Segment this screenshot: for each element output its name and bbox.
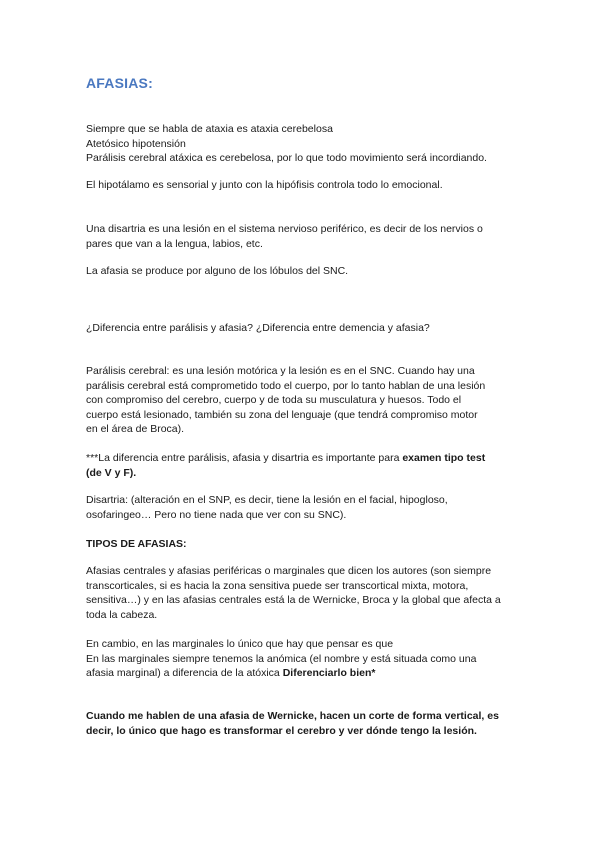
exam-note-paragraph: [86, 451, 526, 480]
text-line: Parálisis cerebral: es una lesión motórica y la lesión es en el SNC. Cuando hay una: [86, 365, 475, 377]
text-line: transcorticales, si es hacia la zona sensitiva puede ser transcortical mixta, motora,: [86, 579, 469, 592]
text-line: [86, 666, 526, 681]
text-line: La afasia se produce por alguno de los lóbulos del SNC.: [86, 265, 349, 277]
text-line: Afasias centrales y afasias periféricas o marginales que dicen los autores (son siempre: [86, 565, 492, 577]
text-line: toda la cabeza.: [86, 608, 158, 621]
exam-note-text: ***La diferencia entre parálisis, afasia y disartria es importante para: [86, 452, 403, 464]
text-line: osofaringeo… Pero no tiene nada que ver con su SNC).: [86, 508, 347, 521]
question-paragraph: [86, 321, 526, 336]
wernicke-paragraph: [86, 709, 526, 738]
text-line: Disartria: (alteración en el SNP, es decir, tiene la lesión en el facial, hipogloso,: [86, 494, 448, 506]
text-line: parálisis cerebral está comprometido todo el cuerpo, por lo tanto hablan de una lesión: [86, 379, 486, 392]
marginales-paragraph: [86, 637, 526, 681]
document-title: AFASIAS:: [86, 75, 153, 91]
text-line: pares que van a la lengua, labios, etc.: [86, 237, 263, 250]
text-line: Siempre que se habla de ataxia es ataxia cerebelosa: [86, 123, 333, 135]
text-line: [86, 451, 526, 466]
afasia-definition-paragraph: [86, 264, 526, 279]
marginales-bold: Diferenciarlo bien*: [282, 667, 376, 679]
text-line: con compromiso del cerebro, cuerpo y de toda su musculatura y huesos. Todo el: [86, 394, 462, 406]
intro-paragraph: [86, 122, 526, 166]
text-line: En cambio, en las marginales lo único que hay que pensar es que: [86, 638, 394, 650]
tipos-heading: TIPOS DE AFASIAS:: [86, 538, 187, 550]
text-line: (de V y F).: [86, 466, 137, 479]
text-line: Cuando me hablen de una afasia de Wernicke, hacen un corte de forma vertical, es: [86, 710, 499, 722]
text-line: Atetósico hipotensión: [86, 137, 186, 150]
hipotalamo-paragraph: [86, 178, 526, 193]
text-line: En las marginales siempre tenemos la anómica (el nombre y está situada como una: [86, 652, 477, 665]
text-line: en el área de Broca).: [86, 423, 185, 435]
disartria-definition-paragraph: [86, 222, 526, 251]
marginales-text: afasia marginal) a diferencia de la atóxica: [86, 667, 283, 679]
tipos-paragraph: [86, 564, 526, 622]
text-line: decir, lo único que hago es transformar el cerebro y ver dónde tengo la lesión.: [86, 724, 477, 737]
disartria-paragraph: [86, 493, 526, 522]
text-line: cuerpo está lesionado, también su zona del lenguaje (que tendrá compromiso motor: [86, 408, 478, 421]
text-line: ¿Diferencia entre parálisis y afasia? ¿Diferencia entre demencia y afasia?: [86, 322, 430, 334]
text-line: Una disartria es una lesión en el sistema nervioso periférico, es decir de los nervios o: [86, 223, 483, 235]
text-line: Parálisis cerebral atáxica es cerebelosa, por lo que todo movimiento será incordiando.: [86, 152, 487, 164]
text-line: sensitiva…) y en las afasias centrales está la de Wernicke, Broca y la global que afecta a: [86, 594, 501, 606]
text-line: El hipotálamo es sensorial y junto con la hipófisis controla todo lo emocional.: [86, 179, 443, 191]
exam-note-bold: examen tipo test: [402, 452, 486, 464]
paralisis-paragraph: [86, 364, 526, 437]
